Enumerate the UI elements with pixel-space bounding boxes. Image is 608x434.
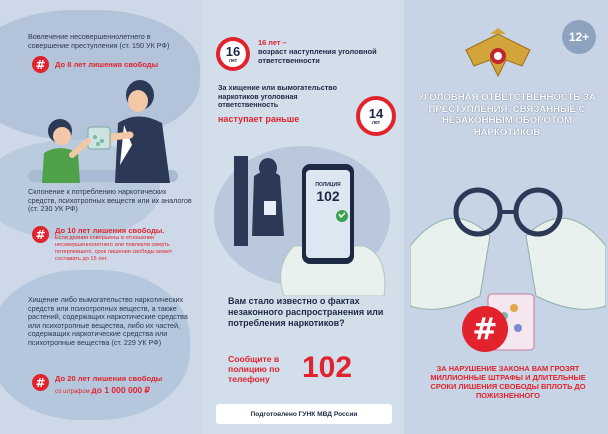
warning-text: ЗА НАРУШЕНИЕ ЗАКОНА ВАМ ГРОЗЯТ МИЛЛИОННЫЕ ШТРАФЫ И ДЛИТЕЛЬНЫЕ СРОКИ ЛИШЕНИЯ СВОБОДЫ ВПЛОТЬ ДО ПОЖИЗНЕННОГО bbox=[430, 364, 586, 400]
article-150-text: Вовлечение несовершеннолетнего в совершение преступления (ст. 150 УК РФ) bbox=[28, 32, 170, 50]
hash-icon: # bbox=[32, 56, 49, 73]
age-14-badge bbox=[356, 96, 396, 136]
age-16-red: 16 лет – bbox=[258, 38, 287, 47]
phone-screen-title: ПОЛИЦИЯ bbox=[315, 182, 341, 188]
article-230-text: Склонение к потреблению наркотических средств, психотропных веществ или их аналогов (ст. 230 УК РФ) bbox=[28, 187, 192, 214]
age-16-caption bbox=[258, 38, 398, 65]
age-16-text: возраст наступления уголовной ответственности bbox=[258, 47, 377, 65]
theft-text: За хищение или вымогательство наркотиков уголовная ответственность bbox=[218, 83, 338, 110]
article-230-penalty-note: Если деяния совершены в отношении несовершеннолетнего или повлекли смерть потерпевшего, срок лишения свободы может составить до 15 лет. bbox=[55, 235, 173, 262]
report-number: 102 bbox=[302, 351, 353, 384]
hash-icon: # bbox=[462, 306, 508, 352]
age-14-label: лет bbox=[371, 119, 381, 126]
middle-panel bbox=[202, 0, 404, 434]
handcuffs-illustration bbox=[410, 176, 606, 358]
report-question: Вам стало известно о фактах незаконного распространения или потребления наркотиков? bbox=[228, 296, 384, 328]
article-229-penalty-label: До 20 лет лишения свободы bbox=[55, 374, 163, 383]
article-229-fine-prefix: со штрафом bbox=[55, 389, 90, 395]
article-150-penalty bbox=[32, 56, 158, 73]
age-rating-badge: 12+ bbox=[562, 20, 596, 54]
age-16-badge bbox=[216, 37, 250, 71]
phone-screen-number: 102 bbox=[316, 188, 340, 204]
theft-red: наступает раньше bbox=[218, 114, 300, 124]
article-230-penalty-label: До 10 лет лишения свободы. bbox=[55, 226, 165, 235]
main-title: УГОЛОВНАЯ ОТВЕТСТВЕННОСТЬ ЗА ПРЕСТУПЛЕНИЯ, СВЯЗАННЫЕ С НЕЗАКОННЫМ ОБОРОТОМ НАРКОТИКОВ bbox=[418, 92, 596, 138]
adult-child-illustration bbox=[20, 75, 185, 185]
age-16-label: лет bbox=[228, 57, 238, 64]
report-text: Сообщите в полицию по телефону bbox=[228, 354, 280, 384]
phone-illustration bbox=[214, 146, 394, 296]
age-16-number: 16 bbox=[225, 43, 241, 59]
right-panel bbox=[404, 0, 608, 434]
hash-icon: # bbox=[32, 226, 49, 243]
footer-label: Подготовлено ГУНК МВД России bbox=[216, 404, 392, 424]
left-panel bbox=[0, 0, 202, 434]
article-229-fine-amount: до 1 000 000 ₽ bbox=[91, 385, 150, 395]
article-150-penalty-label: До 8 лет лишения свободы bbox=[55, 60, 159, 69]
article-229-penalty bbox=[32, 374, 162, 396]
emblem-icon bbox=[460, 28, 536, 80]
hash-icon: # bbox=[32, 374, 49, 391]
article-230-penalty bbox=[32, 226, 183, 263]
age-14-number: 14 bbox=[368, 105, 384, 121]
article-229-text: Хищение либо вымогательство наркотических средств или психотропных веществ, а также растений, содержащих наркотические средства или психотропные вещества, либо их частей, содержащих наркотические средства или психотропные вещества (ст. 229 УК РФ) bbox=[28, 295, 188, 347]
